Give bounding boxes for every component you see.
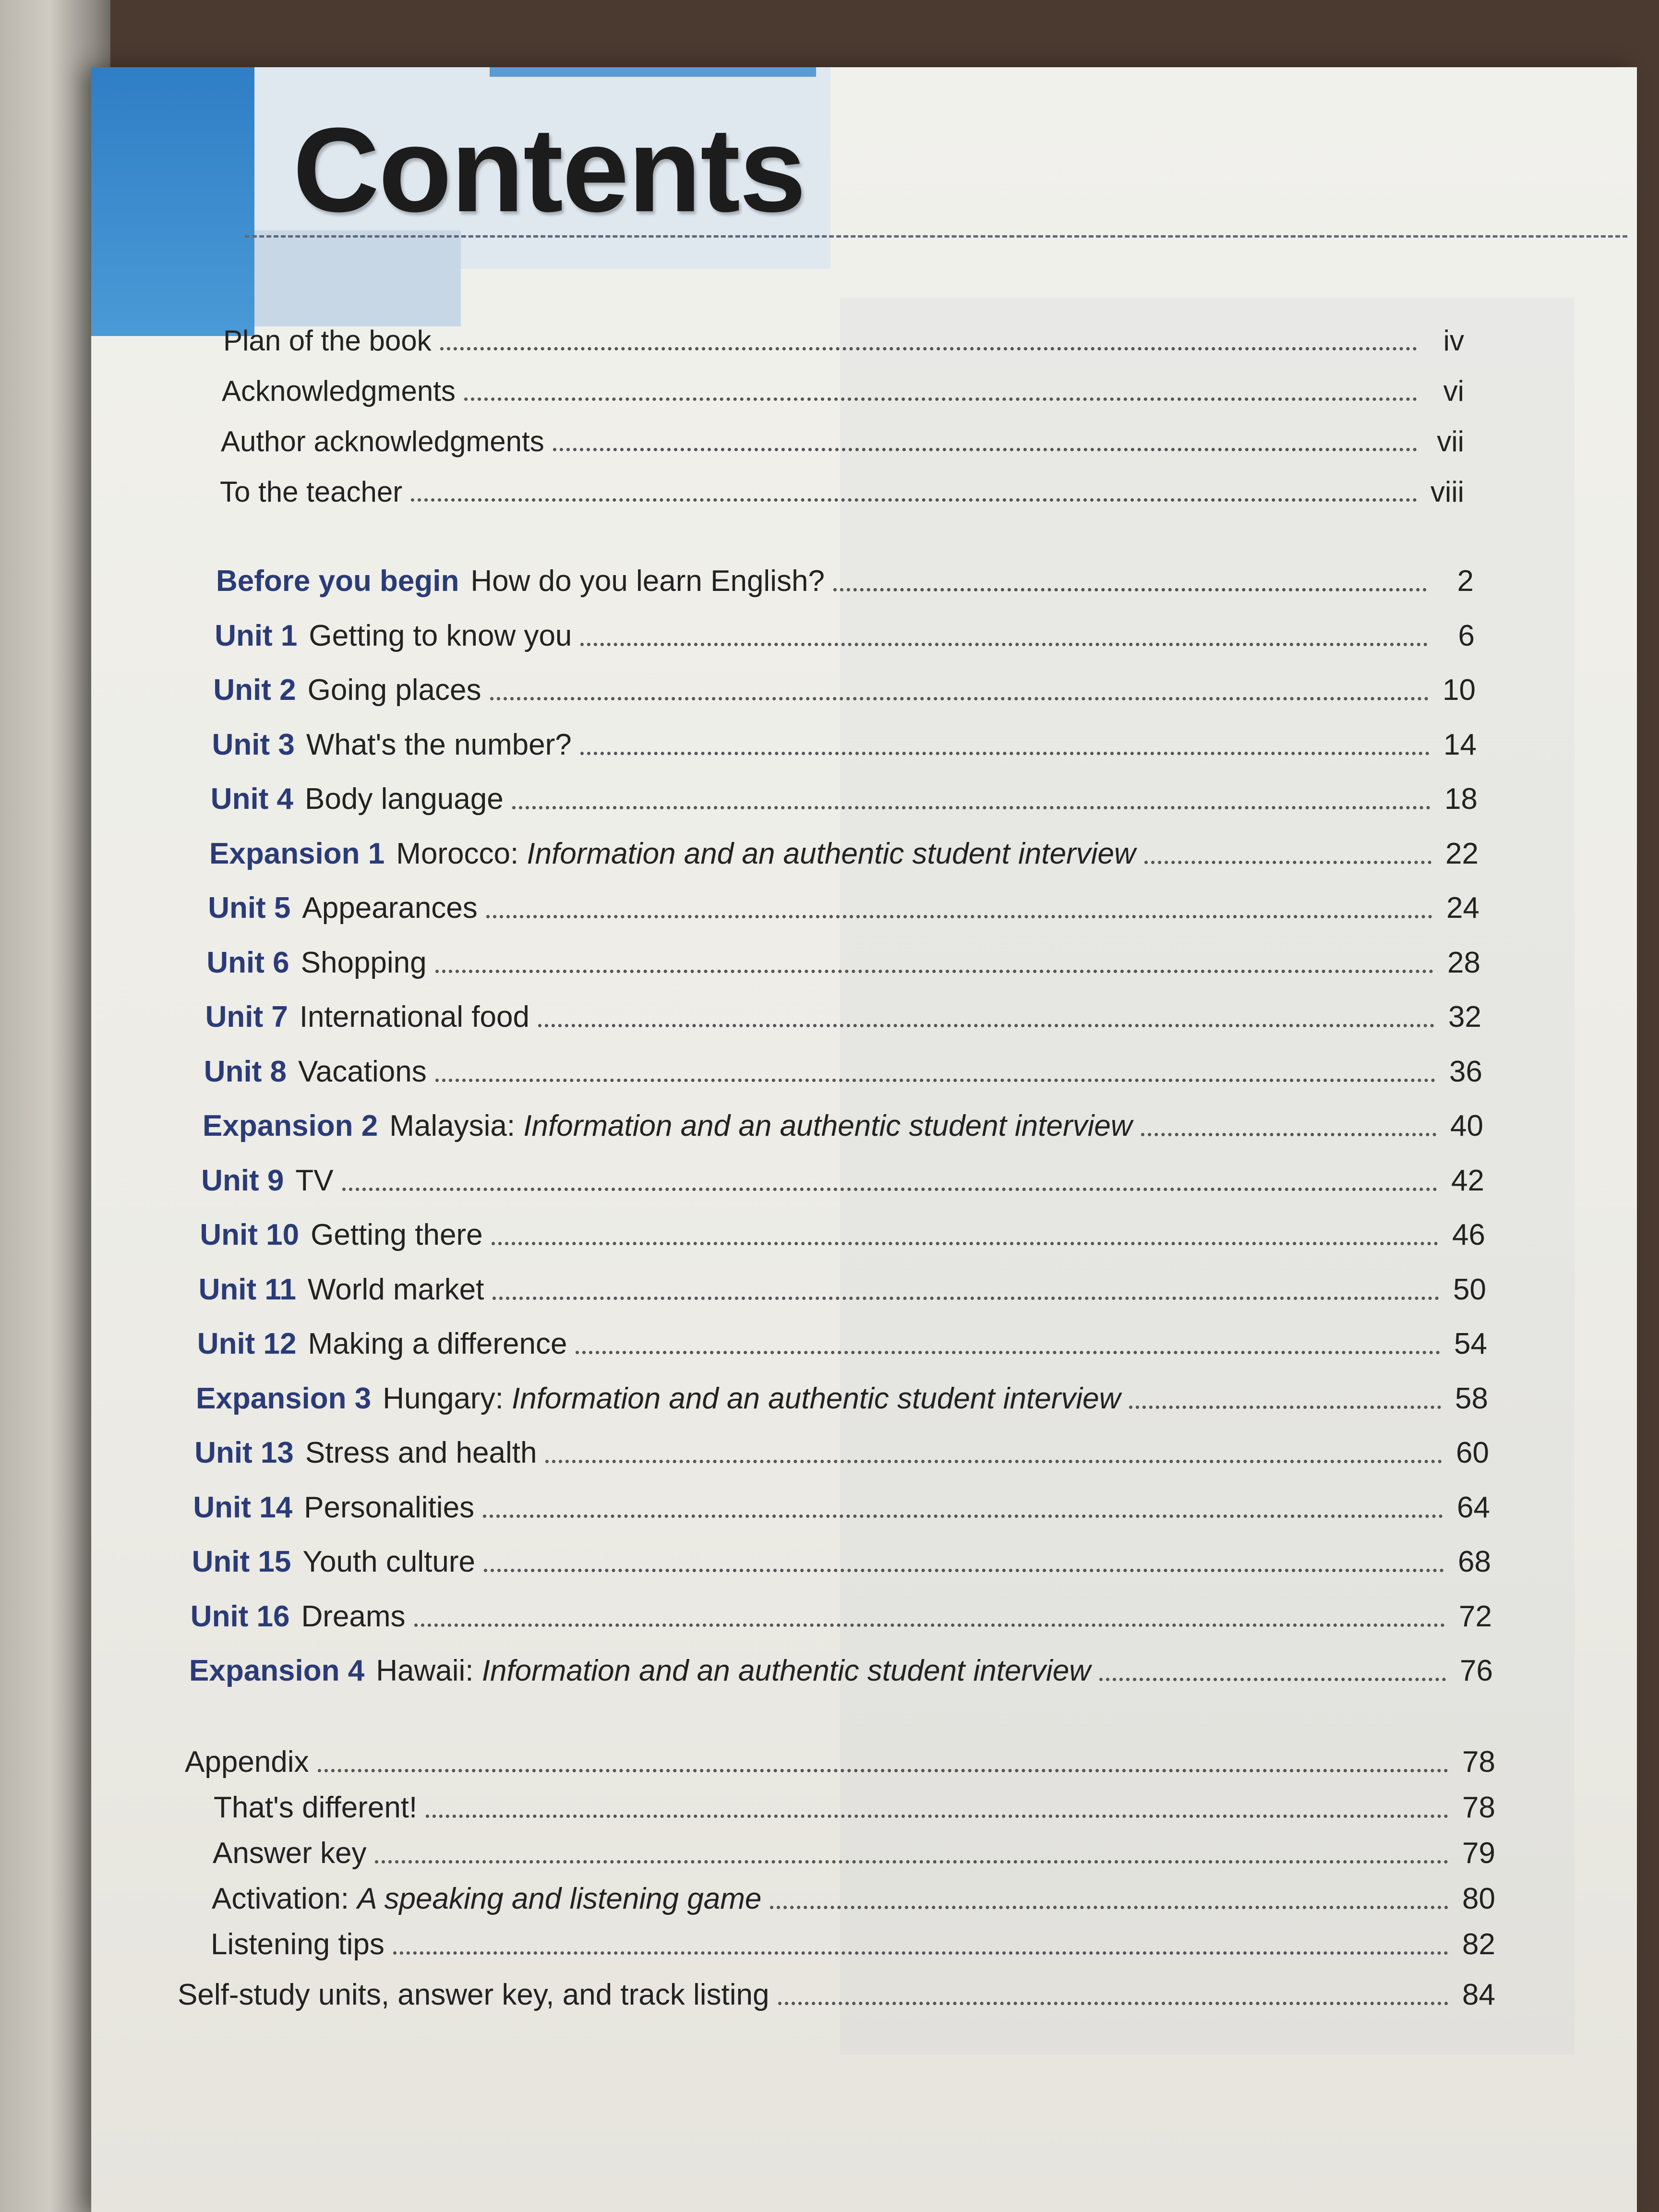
toc-unit-item bbox=[194, 1438, 1489, 1468]
entry-label bbox=[197, 1329, 567, 1359]
toc-unit-item bbox=[211, 784, 1478, 814]
toc-front-item bbox=[220, 478, 1464, 506]
entry-title: Vacations bbox=[298, 1055, 427, 1088]
entry-label bbox=[215, 621, 572, 651]
entry-label bbox=[189, 1656, 1091, 1686]
entry-title: World market bbox=[307, 1273, 484, 1306]
table-of-contents bbox=[91, 67, 1637, 2212]
dot-leader bbox=[318, 1769, 1448, 1772]
entry-label bbox=[178, 1980, 769, 2010]
entry-label bbox=[222, 377, 456, 406]
page-number: vi bbox=[1443, 375, 1464, 407]
entry-label bbox=[216, 566, 825, 596]
unit-label: Unit 9 bbox=[201, 1164, 284, 1197]
unit-label: Unit 10 bbox=[200, 1218, 300, 1251]
entry-label bbox=[211, 1930, 385, 1960]
page-number: 60 bbox=[1456, 1436, 1489, 1469]
entry-title: Hawaii: bbox=[376, 1654, 474, 1687]
entry-label bbox=[214, 1793, 417, 1823]
entry-title: Personalities bbox=[304, 1491, 475, 1524]
page-number: 84 bbox=[1462, 1978, 1495, 2011]
unit-label: Unit 3 bbox=[212, 728, 295, 761]
toc-unit-item bbox=[213, 675, 1476, 705]
entry-label bbox=[212, 730, 572, 760]
contents-page bbox=[91, 67, 1637, 2212]
page-number: 6 bbox=[1458, 619, 1475, 652]
page-number: viii bbox=[1431, 476, 1464, 508]
unit-label: Unit 8 bbox=[204, 1055, 287, 1088]
toc-unit-item bbox=[191, 1602, 1492, 1632]
dot-leader bbox=[342, 1188, 1437, 1191]
entry-title: Self-study units, answer key, and track listing bbox=[178, 1978, 769, 2011]
toc-unit-item bbox=[209, 839, 1479, 869]
entry-subtitle: Information and an authentic student interview bbox=[512, 1382, 1121, 1415]
entry-label bbox=[193, 1493, 474, 1523]
entry-title: That's different! bbox=[214, 1791, 418, 1824]
entry-subtitle: Information and an authentic student interview bbox=[527, 837, 1136, 870]
entry-title: Body language bbox=[305, 782, 504, 816]
toc-appendix-item bbox=[212, 1884, 1495, 1914]
dot-leader bbox=[545, 1460, 1442, 1463]
dot-leader bbox=[833, 588, 1427, 591]
page-number: 78 bbox=[1462, 1745, 1495, 1779]
page-number: 32 bbox=[1448, 1000, 1481, 1034]
entry-label bbox=[185, 1747, 309, 1777]
unit-label: Unit 16 bbox=[190, 1600, 290, 1633]
entry-subtitle: A speaking and listening game bbox=[357, 1882, 762, 1915]
page-number: 58 bbox=[1455, 1382, 1488, 1415]
entry-title: Malaysia: bbox=[389, 1109, 516, 1142]
toc-unit-item bbox=[205, 1002, 1481, 1032]
entry-title: Appendix bbox=[185, 1745, 309, 1779]
toc-appendix-item bbox=[211, 1930, 1495, 1960]
toc-unit-item bbox=[193, 1493, 1490, 1523]
dot-leader bbox=[778, 2002, 1449, 2005]
toc-unit-item bbox=[216, 566, 1474, 596]
entry-title: What's the number? bbox=[306, 728, 572, 761]
entry-title: Getting there bbox=[311, 1218, 483, 1251]
unit-label: Unit 15 bbox=[192, 1545, 291, 1578]
entry-subtitle: Information and an authentic student interview bbox=[481, 1654, 1091, 1687]
dot-leader bbox=[512, 806, 1431, 809]
entry-title: Making a difference bbox=[308, 1327, 567, 1360]
entry-title: To the teacher bbox=[220, 476, 403, 508]
entry-title: Activation: bbox=[212, 1882, 349, 1915]
page-number: 82 bbox=[1462, 1928, 1495, 1961]
page-number: 76 bbox=[1460, 1654, 1493, 1687]
page-number: 42 bbox=[1451, 1164, 1484, 1197]
toc-front-item bbox=[223, 326, 1464, 355]
dot-leader bbox=[435, 1079, 1435, 1082]
entry-title: Answer key bbox=[213, 1837, 367, 1870]
entry-title: TV bbox=[295, 1164, 334, 1197]
unit-label: Expansion 3 bbox=[196, 1382, 372, 1415]
dot-leader bbox=[483, 1515, 1443, 1518]
toc-front-item bbox=[221, 427, 1464, 456]
entry-title: Plan of the book bbox=[223, 325, 432, 357]
entry-title: Shopping bbox=[301, 946, 427, 979]
entry-label bbox=[208, 893, 478, 923]
page-number: 36 bbox=[1449, 1055, 1482, 1088]
unit-label: Unit 12 bbox=[197, 1327, 297, 1360]
page-number: iv bbox=[1443, 325, 1464, 357]
unit-label: Unit 7 bbox=[205, 1000, 288, 1034]
page-number: 50 bbox=[1453, 1273, 1486, 1306]
dot-leader bbox=[580, 752, 1430, 755]
unit-label: Expansion 4 bbox=[189, 1654, 365, 1687]
page-number: 54 bbox=[1454, 1327, 1487, 1360]
dot-leader bbox=[1141, 1133, 1436, 1136]
unit-label: Unit 4 bbox=[210, 782, 294, 816]
dot-leader bbox=[492, 1242, 1438, 1245]
page-title: Contents bbox=[293, 103, 805, 237]
toc-unit-item bbox=[206, 948, 1480, 978]
page-number: 46 bbox=[1452, 1218, 1485, 1251]
dot-leader bbox=[580, 643, 1428, 646]
dot-leader bbox=[435, 970, 1433, 973]
entry-label bbox=[194, 1438, 537, 1468]
entry-label bbox=[204, 1057, 427, 1087]
entry-title: Dreams bbox=[301, 1600, 406, 1633]
dot-leader bbox=[411, 498, 1417, 502]
entry-label bbox=[192, 1547, 475, 1577]
entry-label bbox=[223, 326, 432, 355]
entry-title: How do you learn English? bbox=[470, 565, 825, 598]
dot-leader bbox=[1144, 861, 1431, 864]
entry-title: Morocco: bbox=[396, 837, 519, 870]
toc-unit-item bbox=[212, 730, 1477, 760]
unit-label: Unit 5 bbox=[208, 891, 291, 925]
dot-leader bbox=[484, 1569, 1444, 1572]
entry-label bbox=[211, 784, 504, 814]
unit-label: Unit 2 bbox=[213, 673, 296, 707]
toc-unit-item bbox=[204, 1057, 1482, 1087]
unit-label: Unit 14 bbox=[193, 1491, 293, 1524]
dot-leader bbox=[426, 1815, 1448, 1818]
page-number: 40 bbox=[1450, 1109, 1483, 1142]
entry-label bbox=[221, 427, 544, 456]
dot-leader bbox=[553, 448, 1417, 451]
toc-appendix-item bbox=[178, 1980, 1495, 2010]
entry-title: Getting to know you bbox=[309, 619, 572, 652]
toc-unit-item bbox=[201, 1166, 1484, 1196]
page-number: 79 bbox=[1462, 1837, 1495, 1870]
toc-unit-item bbox=[203, 1111, 1483, 1141]
dot-leader bbox=[538, 1024, 1434, 1027]
unit-label: Unit 1 bbox=[215, 619, 298, 652]
entry-title: Listening tips bbox=[211, 1928, 385, 1961]
entry-label bbox=[206, 948, 426, 978]
entry-title: Appearances bbox=[302, 891, 478, 925]
dot-leader bbox=[393, 1951, 1448, 1955]
page-number: 68 bbox=[1458, 1545, 1491, 1578]
toc-unit-item bbox=[208, 893, 1479, 923]
dot-leader bbox=[493, 1297, 1439, 1300]
entry-title: Youth culture bbox=[302, 1545, 475, 1578]
page-number: vii bbox=[1437, 425, 1464, 457]
entry-title: International food bbox=[299, 1000, 529, 1034]
toc-unit-item bbox=[192, 1547, 1491, 1577]
unit-label: Unit 11 bbox=[198, 1273, 296, 1306]
entry-title: Going places bbox=[307, 673, 481, 707]
page-number: 28 bbox=[1447, 946, 1480, 979]
dot-leader bbox=[414, 1623, 1445, 1627]
entry-label bbox=[191, 1602, 406, 1632]
toc-appendix-item bbox=[185, 1747, 1495, 1777]
page-number: 22 bbox=[1445, 837, 1479, 870]
toc-unit-item bbox=[196, 1384, 1488, 1414]
dot-leader bbox=[1129, 1406, 1441, 1409]
unit-label: Unit 13 bbox=[194, 1436, 294, 1469]
toc-unit-item bbox=[199, 1275, 1486, 1305]
entry-label bbox=[199, 1275, 484, 1305]
toc-unit-item bbox=[200, 1220, 1485, 1250]
page-number: 24 bbox=[1446, 891, 1479, 925]
toc-appendix-item bbox=[214, 1793, 1495, 1823]
entry-title: Hungary: bbox=[383, 1382, 504, 1415]
entry-title: Author acknowledgments bbox=[221, 425, 544, 457]
entry-label bbox=[220, 478, 402, 506]
entry-label bbox=[209, 839, 1136, 869]
entry-label bbox=[201, 1166, 333, 1196]
page-number: 10 bbox=[1443, 673, 1476, 707]
entry-label bbox=[213, 1839, 366, 1868]
entry-title: Stress and health bbox=[305, 1436, 537, 1469]
toc-unit-item bbox=[189, 1656, 1493, 1686]
entry-label bbox=[196, 1384, 1120, 1414]
entry-label bbox=[205, 1002, 529, 1032]
entry-subtitle: Information and an authentic student interview bbox=[523, 1109, 1132, 1142]
entry-label bbox=[213, 675, 481, 705]
dot-leader bbox=[486, 915, 1432, 918]
page-number: 80 bbox=[1462, 1882, 1495, 1915]
entry-label bbox=[212, 1884, 761, 1914]
entry-title: Acknowledgments bbox=[222, 375, 456, 407]
dot-leader bbox=[576, 1351, 1440, 1354]
unit-label: Expansion 2 bbox=[203, 1109, 378, 1142]
dot-leader bbox=[464, 397, 1417, 401]
dot-leader bbox=[490, 697, 1429, 700]
dot-leader bbox=[1099, 1678, 1446, 1681]
toc-unit-item bbox=[197, 1329, 1487, 1359]
dot-leader bbox=[770, 1906, 1448, 1909]
unit-label: Unit 6 bbox=[206, 946, 289, 979]
dot-leader bbox=[375, 1860, 1448, 1863]
page-number: 64 bbox=[1457, 1491, 1490, 1524]
page-number: 14 bbox=[1443, 728, 1477, 761]
page-number: 2 bbox=[1457, 565, 1474, 598]
dot-leader bbox=[440, 347, 1417, 350]
page-number: 72 bbox=[1459, 1600, 1492, 1633]
toc-unit-item bbox=[215, 621, 1475, 651]
entry-label bbox=[200, 1220, 482, 1250]
toc-front-item bbox=[222, 377, 1464, 406]
unit-label: Expansion 1 bbox=[209, 837, 385, 870]
page-number: 78 bbox=[1462, 1791, 1495, 1824]
unit-label: Before you begin bbox=[216, 565, 459, 598]
toc-appendix-item bbox=[213, 1839, 1495, 1868]
page-number: 18 bbox=[1444, 782, 1478, 816]
entry-label bbox=[203, 1111, 1132, 1141]
